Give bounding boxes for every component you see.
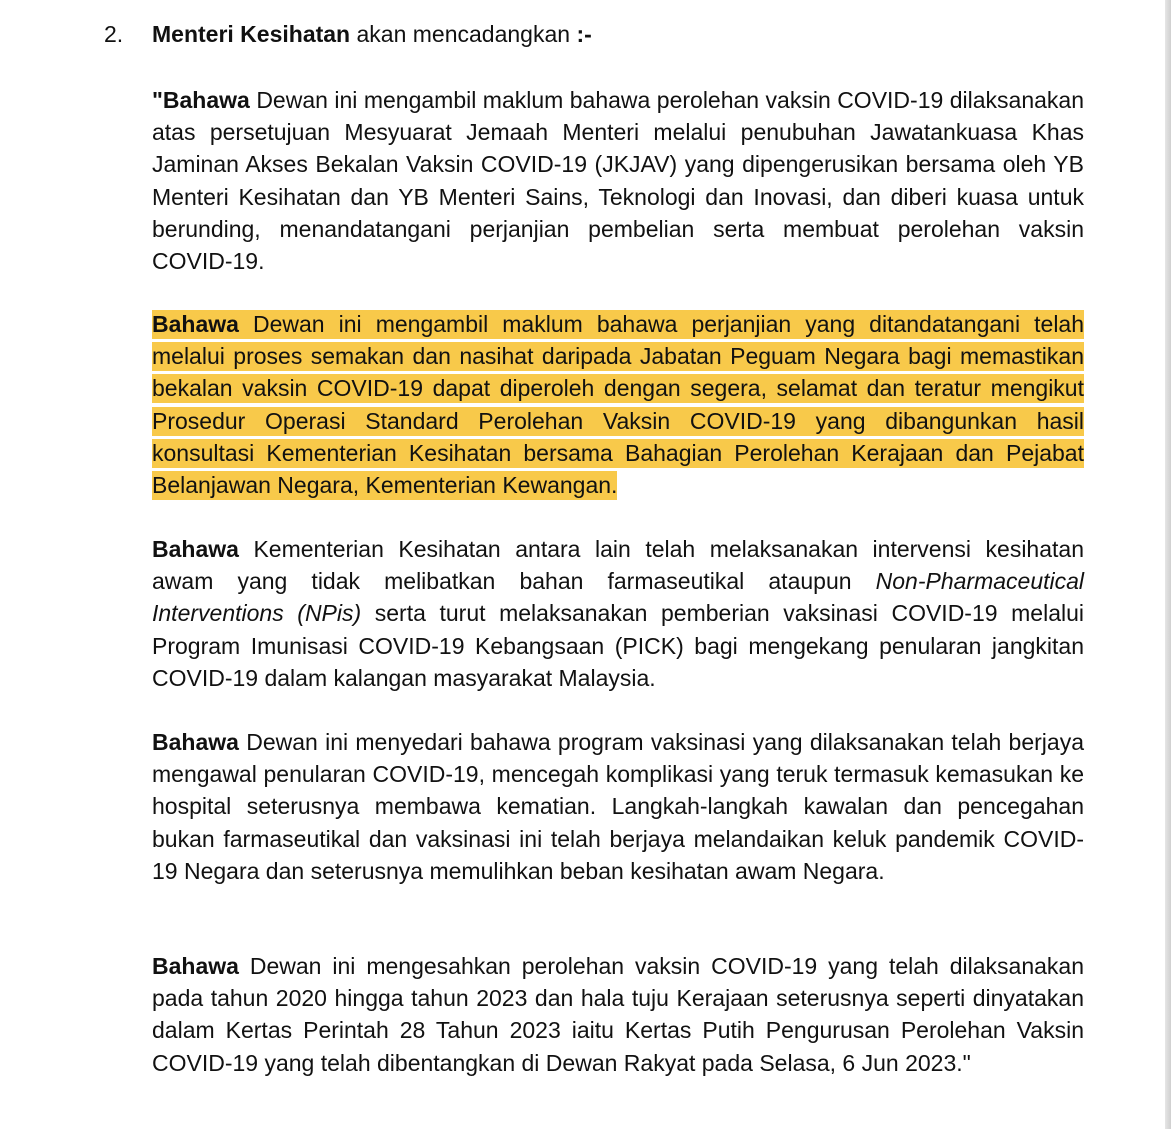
highlight-mark [152, 310, 1084, 500]
paragraph-3-text-after: serta turut melaksanakan pemberian vaksinasi COVID-19 melalui Program Imunisasi COVID-19 Kebangsaan (PICK) bagi mengekang penularan jangkitan COVID-19 dalam kalangan masyarakat Malaysia. [152, 600, 1084, 691]
paragraph-4 [152, 726, 1084, 887]
paragraph-2-lead: Bahawa [152, 311, 239, 337]
paragraph-3-text-before: Kementerian Kesihatan antara lain telah melaksanakan intervensi kesihatan awam yang tidak melibatkan bahan farmaseutikal ataupun [152, 536, 1084, 595]
paragraph-5-lead: Bahawa [152, 953, 239, 979]
paragraph-1-text: Dewan ini mengambil maklum bahawa perolehan vaksin COVID-19 dilaksanakan atas persetujuan Mesyuarat Jemaah Menteri melalui penubuhan Jawatankuasa Khas Jaminan Akses Bekalan Vaksin COVID-19 (JKJAV) yang dipengerusikan bersama oleh YB Menteri Kesihatan dan YB Menteri Sains, Teknologi dan Inovasi, dan diberi kuasa untuk berunding, menandatangani perjanjian pembelian serta membuat perolehan vaksin COVID-19. [152, 87, 1085, 275]
paragraph-2-highlighted [152, 308, 1084, 501]
paragraph-1 [152, 84, 1084, 277]
paragraph-3-text-italic: Non-Pharmaceutical Interventions (NPis) [152, 568, 1085, 627]
page-edge-shadow [1165, 0, 1171, 1129]
paragraph-3-lead: Bahawa [152, 536, 239, 562]
section-heading [104, 18, 592, 50]
section-number: 2. [104, 21, 124, 47]
minister-name: Menteri Kesihatan [152, 21, 351, 47]
paragraph-2-text: Dewan ini mengambil maklum bahawa perjanjian yang ditandatangani telah melalui proses semakan dan nasihat daripada Jabatan Peguam Negara bagi memastikan bekalan vaksin COVID-19 dapat diperoleh dengan segera, selamat dan teratur mengikut Prosedur Operasi Standard Perolehan Vaksin COVID-19 yang dibangunkan hasil konsultasi Kementerian Kesihatan bersama Bahagian Perolehan Kerajaan dan Pejabat Belanjawan Negara, Kementerian Kewangan. [152, 311, 1085, 499]
paragraph-5-text: Dewan ini mengesahkan perolehan vaksin COVID-19 yang telah dilaksanakan pada tahun 2020 hingga tahun 2023 dan hala tuju Kerajaan seterusnya seperti dinyatakan dalam Kertas Perintah 28 Tahun 2023 iaitu Kertas Putih Pengurusan Perolehan Vaksin COVID-19 yang telah dibentangkan di Dewan Rakyat pada Selasa, 6 Jun 2023." [152, 953, 1085, 1076]
paragraph-5 [152, 950, 1084, 1079]
paragraph-3 [152, 533, 1084, 694]
paragraph-1-lead: "Bahawa [152, 87, 250, 113]
paragraph-4-lead: Bahawa [152, 729, 239, 755]
paragraph-4-text: Dewan ini menyedari bahawa program vaksinasi yang dilaksanakan telah berjaya mengawal penularan COVID-19, mencegah komplikasi yang teruk termasuk kemasukan ke hospital seterusnya membawa kematian. Langkah-langkah kawalan dan pencegahan bukan farmaseutikal dan vaksinasi ini telah berjaya melandaikan keluk pandemik COVID-19 Negara dan seterusnya memulihkan beban kesihatan awam Negara. [152, 729, 1084, 884]
heading-verb: akan mencadangkan [356, 21, 571, 47]
heading-suffix: :- [576, 21, 592, 47]
